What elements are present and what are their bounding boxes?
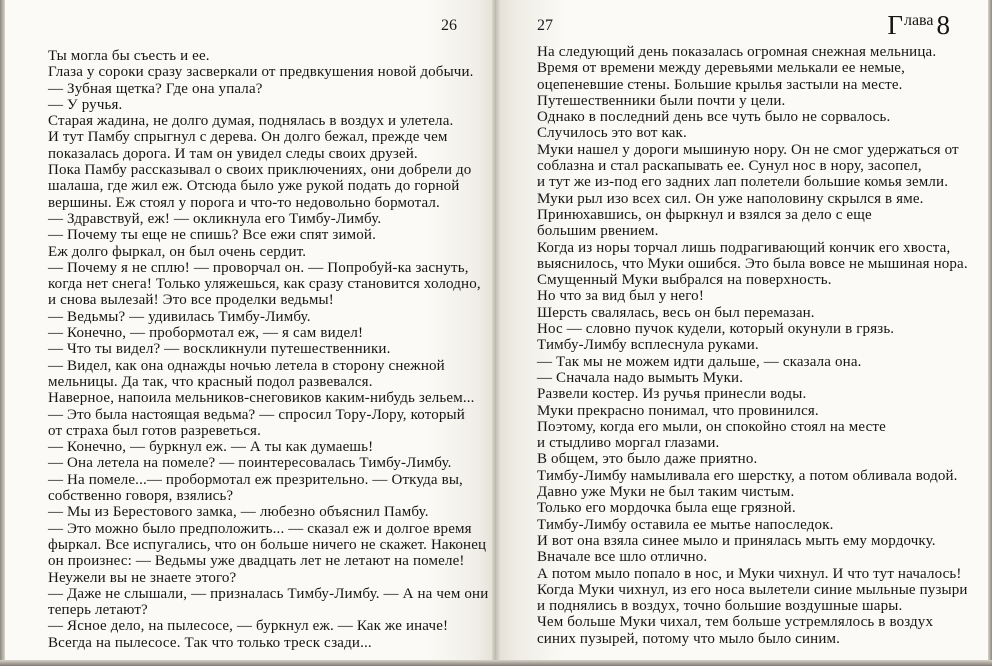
- text-line: — У ручья.: [48, 96, 123, 113]
- text-line: шалаша, где жил еж. Отсюда было уже рукой подать до горной: [48, 178, 460, 195]
- text-line: — На помеле...— пробормотал еж презрительно. — Откуда вы,: [48, 471, 463, 488]
- text-line: вершины. Еж стоял у порога и что-то недовольно бормотал.: [48, 194, 440, 211]
- text-line: Наверное, напоила мельников-снеговиков каким-нибудь зельем...: [48, 390, 475, 407]
- text-line: собственно говоря, взялись?: [48, 488, 234, 505]
- text-line: — Мы из Берестового замка, — любезно объяснил Памбу.: [48, 504, 429, 521]
- text-line: мельницы. Да так, что красный подол развевался.: [48, 373, 373, 390]
- text-line: когда нет снега! Только уляжешься, как сразу становится холодно,: [48, 276, 481, 293]
- text-line: И вот она взяла синее мыло и принялась мыть ему мордочку.: [537, 532, 936, 549]
- text-line: Тимбу-Лимбу оставила ее мытье напоследок.: [537, 516, 834, 533]
- text-line: В общем, это было даже приятно.: [537, 451, 758, 468]
- text-line: Еж долго фыркал, он был очень сердит.: [48, 243, 307, 260]
- text-line: Время от времени между деревьями мелькали ее немые,: [537, 60, 906, 77]
- text-line: Но что за вид был у него!: [537, 288, 704, 305]
- text-line: Муки нашел у дороги мышиную нору. Он не смог удержаться от: [537, 141, 959, 158]
- text-line: Ты могла бы съесть и ее.: [48, 48, 210, 64]
- text-line: И тут Памбу спрыгнул с дерева. Он долго бежал, прежде чем: [48, 129, 448, 146]
- text-line: Шерсть свалялась, весь он был перемазан.: [537, 304, 815, 321]
- text-line: синих пузырей, потому что мыло было синим.: [537, 630, 841, 647]
- text-line: Неужели вы не знаете этого?: [48, 569, 237, 586]
- text-line: — Почему я не сплю! — проворчал он. — Попробуй-ка заснуть,: [48, 259, 469, 276]
- text-line: Муки рыл изо всех сил. Он уже наполовину скрылся в яме.: [537, 190, 924, 207]
- text-line: Принюхавшись, он фыркнул и взялся за дело с еще: [537, 206, 872, 223]
- text-line: и тут же из-под его задних лап полетели большие комья земли.: [537, 174, 949, 191]
- text-line: теперь летают?: [48, 602, 148, 619]
- text-line: Нос — словно пучок кудели, который окунули в грязь.: [537, 321, 895, 338]
- text-line: Чем больше Муки чихал, тем больше устремлялось в воздух: [537, 614, 934, 631]
- text-line: Когда Муки чихнул, из его носа вылетели синие мыльные пузыри: [537, 581, 968, 598]
- text-line: Тимбу-Лимбу всплеснула руками.: [537, 337, 759, 354]
- text-line: — Конечно, — буркнул еж. — А ты как думаешь!: [48, 439, 374, 456]
- text-line: — Здравствуй, еж! — окликнула его Тимбу-Лимбу.: [48, 210, 382, 227]
- text-line: Старая жадина, не долго думая, поднялась в воздух и улетела.: [48, 113, 454, 130]
- text-line: — Даже не слышали, — призналась Тимбу-Лимбу. — А на чем они: [48, 585, 489, 602]
- page-edge-right: [988, 0, 992, 666]
- text-line: А потом мыло попало в нос, и Муки чихнул. И что тут началось!: [537, 565, 962, 582]
- text-line: от страха был готов разреветься.: [48, 422, 261, 439]
- text-line: — Это была настоящая ведьма? — спросил Тору-Лору, который: [48, 406, 465, 423]
- page-number-right: 27: [537, 17, 553, 34]
- text-line: он произнес: — Ведьмы уже двадцать лет не летают на помеле!: [48, 553, 465, 570]
- text-line: Смущенный Муки выбрался на поверхность.: [537, 272, 832, 289]
- text-line: Муки прекрасно понимал, что провинился.: [537, 402, 819, 419]
- page-edge-bottom: [0, 660, 992, 666]
- text-line: — Что ты видел? — воскликнули путешественники.: [48, 341, 391, 358]
- text-line: Пока Памбу рассказывал о своих приключениях, они добрели до: [48, 162, 472, 179]
- left-page-text: [48, 48, 489, 651]
- text-line: Развели костер. Из ручья принесли воды.: [537, 386, 807, 403]
- text-line: Тимбу-Лимбу намыливала его шерстку, а потом обливала водой.: [537, 467, 958, 484]
- text-line: На следующий день показалась огромная снежная мельница.: [537, 44, 937, 60]
- page-number-left: 26: [441, 17, 457, 34]
- text-line: Только его мордочка была еще грязной.: [537, 500, 796, 517]
- text-line: и снова вылезай! Это все проделки ведьмы!: [48, 292, 334, 309]
- text-line: Глаза у сороки сразу засверкали от предвкушения новой добычи.: [48, 64, 474, 81]
- text-line: — Она летела на помеле? — поинтересовалась Тимбу-Лимбу.: [48, 455, 452, 472]
- text-line: — Ведьмы? — удивилась Тимбу-Лимбу.: [48, 308, 311, 325]
- text-line: Вначале все шло отлично.: [537, 549, 708, 566]
- text-line: выяснилось, что Муки ошибся. Это была вовсе не мышиная нора.: [537, 255, 968, 272]
- text-line: — Зубная щетка? Где она упала?: [48, 80, 263, 97]
- text-line: соблазна и стал раскапывать ее. Сунул нос в нору, засопел,: [537, 158, 922, 175]
- right-page: [496, 0, 992, 666]
- text-line: фыркал. Все испугались, что он больше ничего не скажет. Наконец: [48, 536, 487, 553]
- text-line: Однако в последний день все чуть было не сорвалось.: [537, 109, 891, 126]
- text-line: — Почему ты еще не спишь? Все ежи спят зимой.: [48, 227, 376, 244]
- text-line: — Сначала надо вымыть Муки.: [537, 369, 744, 386]
- text-line: — Ясное дело, на пылесосе, — буркнул еж. — Как же иначе!: [48, 618, 449, 635]
- book-gutter: [492, 0, 500, 666]
- chapter-heading-word: лава: [903, 12, 934, 29]
- chapter-heading-initial: Г: [887, 10, 903, 40]
- chapter-heading: [887, 10, 950, 41]
- text-line: — Это можно было предположить... — сказал еж и долгое время: [48, 520, 472, 537]
- text-line: и стыдливо моргал глазами.: [537, 435, 720, 452]
- text-line: — Конечно, — пробормотал еж, — я сам видел!: [48, 325, 364, 342]
- text-line: большим рвением.: [537, 223, 659, 240]
- text-line: — Видел, как она однажды ночью летела в сторону снежной: [48, 357, 445, 374]
- text-line: Когда из норы торчал лишь подрагивающий кончик его хвоста,: [537, 239, 951, 256]
- text-line: Давно уже Муки не был таким чистым.: [537, 484, 795, 501]
- text-line: Случилось это вот как.: [537, 125, 687, 142]
- text-line: Поэтому, когда его мыли, он спокойно стоял на месте: [537, 418, 886, 435]
- text-line: и поднялись в воздух, точно большие воздушные шары.: [537, 598, 903, 615]
- text-line: показалась дорога. И там он увидел следы своих друзей.: [48, 145, 418, 162]
- right-page-text: [537, 44, 968, 647]
- page-edge-left: [0, 0, 5, 666]
- text-line: оцепеневшие стены. Большие крылья застыли на месте.: [537, 76, 903, 93]
- text-line: — Так мы не можем идти дальше, — сказала она.: [537, 353, 862, 370]
- text-line: Путешественники были почти у цели.: [537, 92, 786, 109]
- text-line: Всегда на пылесосе. Так что только треск сзади...: [48, 634, 372, 651]
- chapter-number: 8: [936, 10, 950, 40]
